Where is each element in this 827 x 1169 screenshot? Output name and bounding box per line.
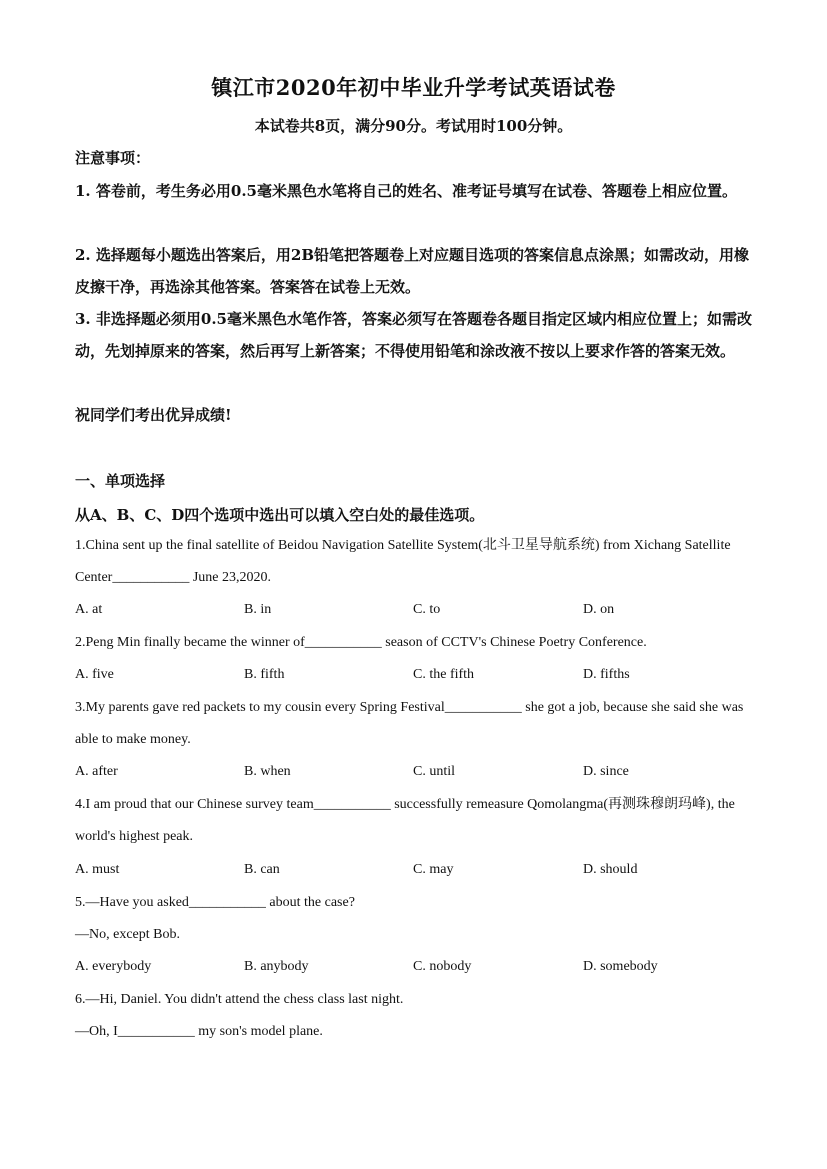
question-6-reply: —Oh, I___________ my son's model plane.	[75, 1024, 323, 1039]
question-5-options	[75, 959, 755, 979]
notes-heading: 注意事项：	[75, 149, 151, 167]
option-a: A. must	[75, 862, 120, 877]
question-3-stem: 3.My parents gave red packets to my cousin every Spring Festival___________ she got a job, because she said she was able to make money.	[75, 700, 744, 747]
option-d: D. since	[583, 764, 629, 779]
note-item-1: 1. 答卷前，考生务必用0.5毫米黑色水笔将自己的姓名、准考证号填写在试卷、答题卷上相应位置。	[75, 182, 737, 200]
option-c: C. until	[413, 764, 456, 779]
option-c: C. to	[413, 602, 441, 617]
page-title: 镇江市2020年初中毕业升学考试英语试卷	[211, 75, 616, 100]
question-4-options	[75, 862, 755, 882]
section-heading: 一、单项选择	[75, 472, 166, 490]
question-3-options	[75, 764, 755, 784]
question-2-options	[75, 667, 755, 687]
note-item-2: 2. 选择题每小题选出答案后，用2B铅笔把答题卷上对应题目选项的答案信息点涂黑；如需改动，用橡皮擦干净，再选涂其他答案。答案答在试卷上无效。	[75, 246, 750, 296]
option-b: B. in	[244, 602, 272, 617]
question-6-stem: 6.—Hi, Daniel. You didn't attend the chess class last night.	[75, 992, 404, 1007]
question-2-stem: 2.Peng Min finally became the winner of___________ season of CCTV's Chinese Poetry Conference.	[75, 635, 647, 650]
option-b: B. anybody	[244, 959, 309, 974]
option-d: D. on	[583, 602, 615, 617]
section-instruction: 从A、B、C、D四个选项中选出可以填入空白处的最佳选项。	[75, 506, 485, 524]
option-d: D. should	[583, 862, 638, 877]
exam-subtitle: 本试卷共8页，满分90分。考试用时100分钟。	[254, 117, 573, 135]
option-c: C. may	[413, 862, 454, 877]
option-c: C. nobody	[413, 959, 472, 974]
option-b: B. can	[244, 862, 280, 877]
option-a: A. five	[75, 667, 114, 682]
option-a: A. after	[75, 764, 118, 779]
option-a: A. at	[75, 602, 103, 617]
option-d: D. somebody	[583, 959, 658, 974]
note-item-3: 3. 非选择题必须用0.5毫米黑色水笔作答，答案必须写在答题卷各题目指定区域内相应位置上；如需改动，先划掉原来的答案，然后再写上新答案；不得使用铅笔和涂改液不按以上要求作答的答案无效。	[75, 310, 752, 360]
option-a: A. everybody	[75, 959, 152, 974]
question-5-stem: 5.—Have you asked___________ about the case?	[75, 895, 355, 910]
option-d: D. fifths	[583, 667, 630, 682]
question-1-options	[75, 602, 755, 622]
question-5-reply: —No, except Bob.	[75, 927, 180, 942]
option-b: B. fifth	[244, 667, 285, 682]
option-b: B. when	[244, 764, 291, 779]
option-c: C. the fifth	[413, 667, 475, 682]
question-1-stem: 1.China sent up the final satellite of Beidou Navigation Satellite System(北斗卫星导航系统) from Xichang Satellite Center___________ June 23,2020.	[75, 538, 731, 585]
good-luck-note: 祝同学们考出优异成绩!	[75, 406, 232, 424]
question-4-stem: 4.I am proud that our Chinese survey team___________ successfully remeasure Qomolangma(再测珠穆朗玛峰), the world's highest peak.	[75, 797, 735, 844]
